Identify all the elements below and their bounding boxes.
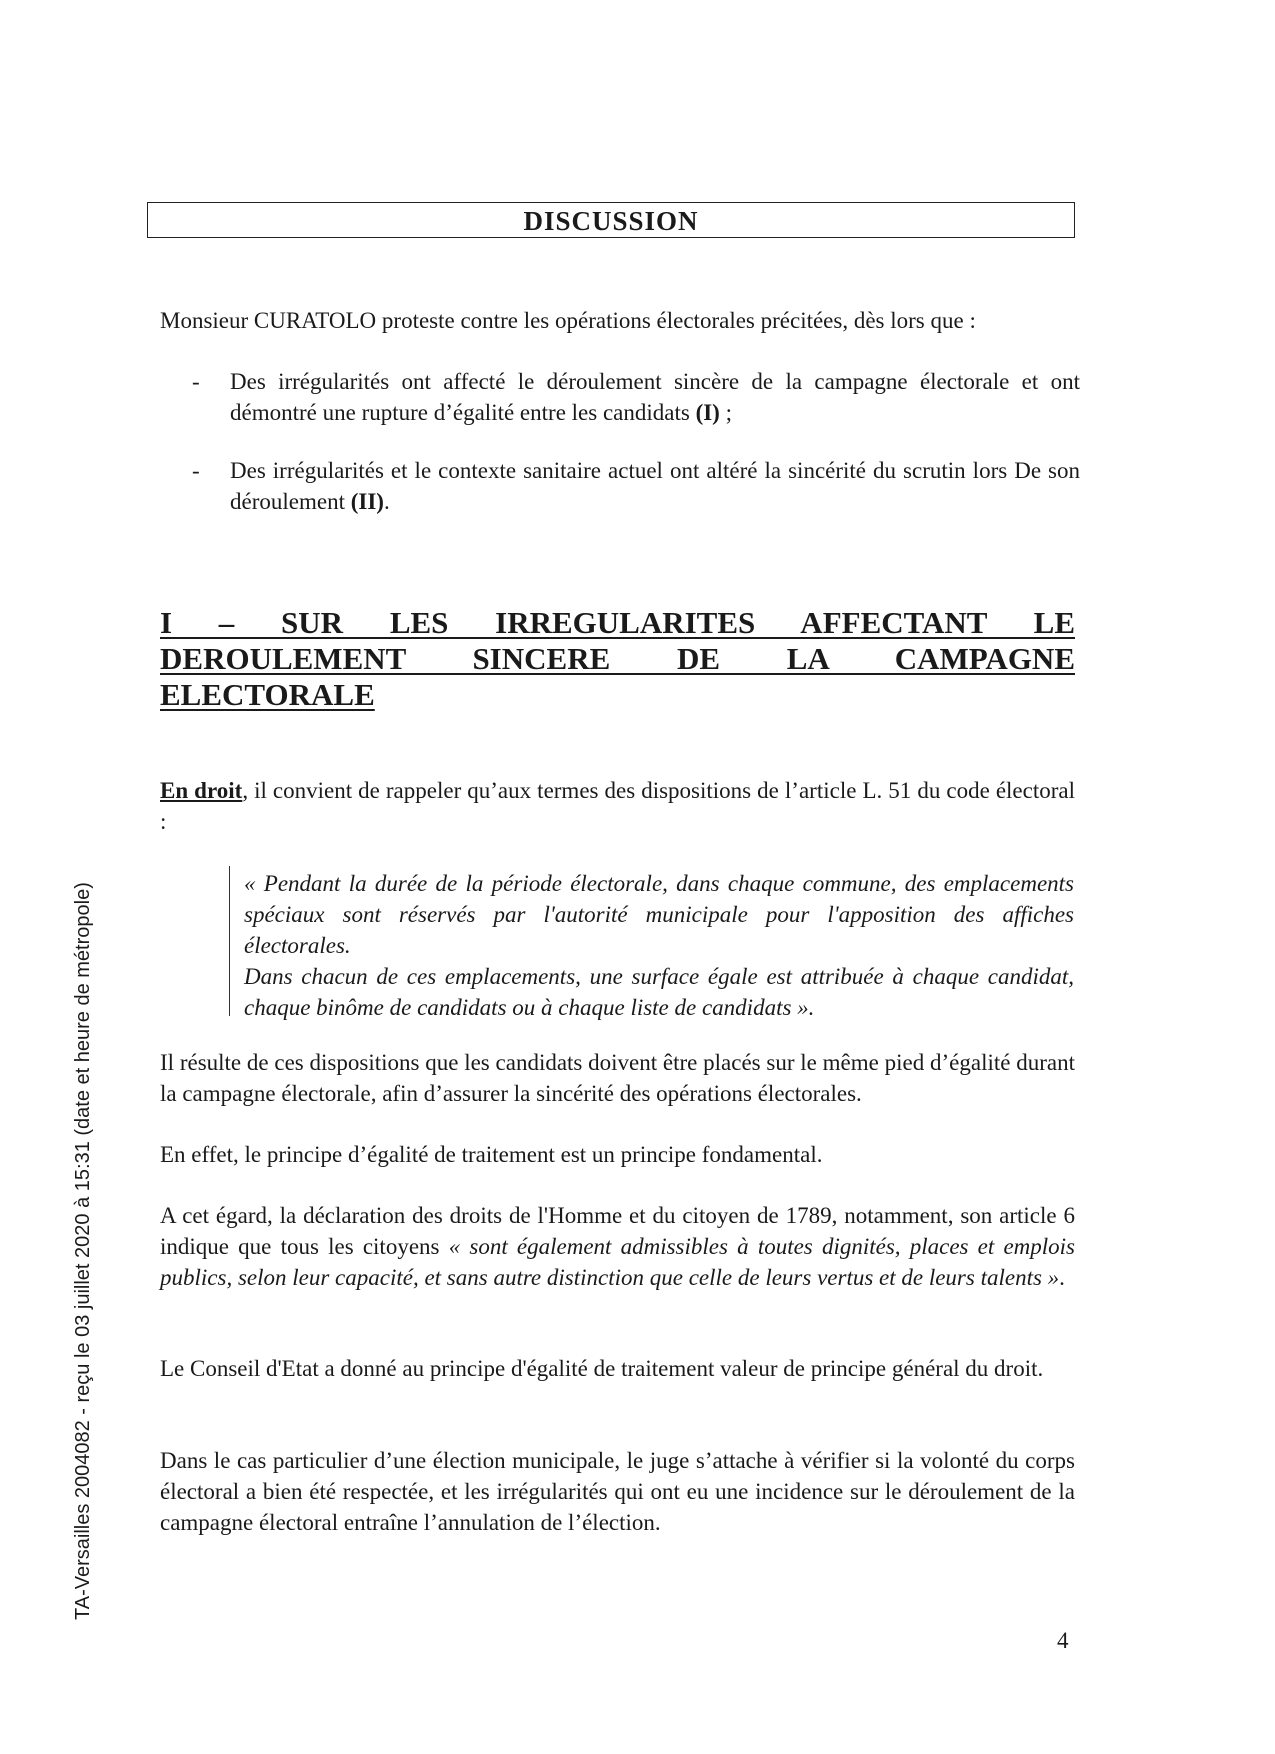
para-effet: En effet, le principe d’égalité de traitement est un principe fondamental. — [160, 1142, 823, 1167]
en-droit-label: En droit — [160, 778, 243, 803]
bullet-dash: - — [192, 458, 200, 483]
declaration-quote: « sont également admissibles à toutes dignités, places et emplois publics, selon leur capacité, et sans autre distinction que celle de leurs vertus et de leurs talents » — [160, 1234, 1075, 1290]
para-declaration: A cet égard, la déclaration des droits de l'Homme et du citoyen de 1789, notamment, son article 6 indique que tous les citoyens « sont également admissibles à toutes dignités, places et emplois publics, selon leur capacité, et sans autre distinction que celle de leurs vertus et de leurs talents ». — [160, 1203, 1075, 1290]
quote-bar — [229, 866, 230, 1016]
bullet-ref: (I) — [695, 400, 720, 425]
bullet-text: Des irrégularités et le contexte sanitaire actuel ont altéré la sincérité du scrutin lors De son déroulement (II). — [230, 458, 1080, 514]
receipt-stamp: TA-Versailles 2004082 - reçu le 03 juillet 2020 à 15:31 (date et heure de métropole) — [72, 882, 94, 1620]
discussion-title: DISCUSSION — [147, 202, 1075, 238]
para-cas: Dans le cas particulier d’une élection municipale, le juge s’attache à vérifier si la volonté du corps électoral a bien été respectée, et les irrégularités qui ont eu une incidence sur le déroulement de la campagne électoral entraîne l’annulation de l’élection. — [160, 1448, 1075, 1535]
para-en-droit: En droit, il convient de rappeler qu’aux termes des dispositions de l’article L. 51 du code électoral : — [160, 778, 1075, 834]
bullet-ref: (II) — [350, 489, 384, 514]
article-quote — [244, 868, 1074, 1023]
para-conseil: Le Conseil d'Etat a donné au principe d'égalité de traitement valeur de principe général du droit. — [160, 1356, 1044, 1381]
page-number: 4 — [1057, 1628, 1069, 1653]
quote-line: Dans chacun de ces emplacements, une surface égale est attribuée à chaque candidat, chaque binôme de candidats ou à chaque liste de candidats ». — [244, 964, 1074, 1020]
intro-paragraph: Monsieur CURATOLO proteste contre les opérations électorales précitées, dès lors que : — [160, 308, 976, 333]
para-result: Il résulte de ces dispositions que les candidats doivent être placés sur le même pied d’égalité durant la campagne électorale, afin d’assurer la sincérité des opérations électorales. — [160, 1050, 1075, 1106]
section-heading: I – SUR LES IRREGULARITES AFFECTANT LE DEROULEMENT SINCERE DE LA CAMPAGNE ELECTORALE — [160, 605, 1075, 712]
quote-line: « Pendant la durée de la période électorale, dans chaque commune, des emplacements spéciaux sont réservés par l'autorité municipale pour l'apposition des affiches électorales. — [244, 871, 1074, 958]
bullet-text: Des irrégularités ont affecté le déroulement sincère de la campagne électorale et ont démontré une rupture d’égalité entre les candidats (I) ; — [230, 369, 1080, 425]
bullet-dash: - — [192, 369, 200, 394]
